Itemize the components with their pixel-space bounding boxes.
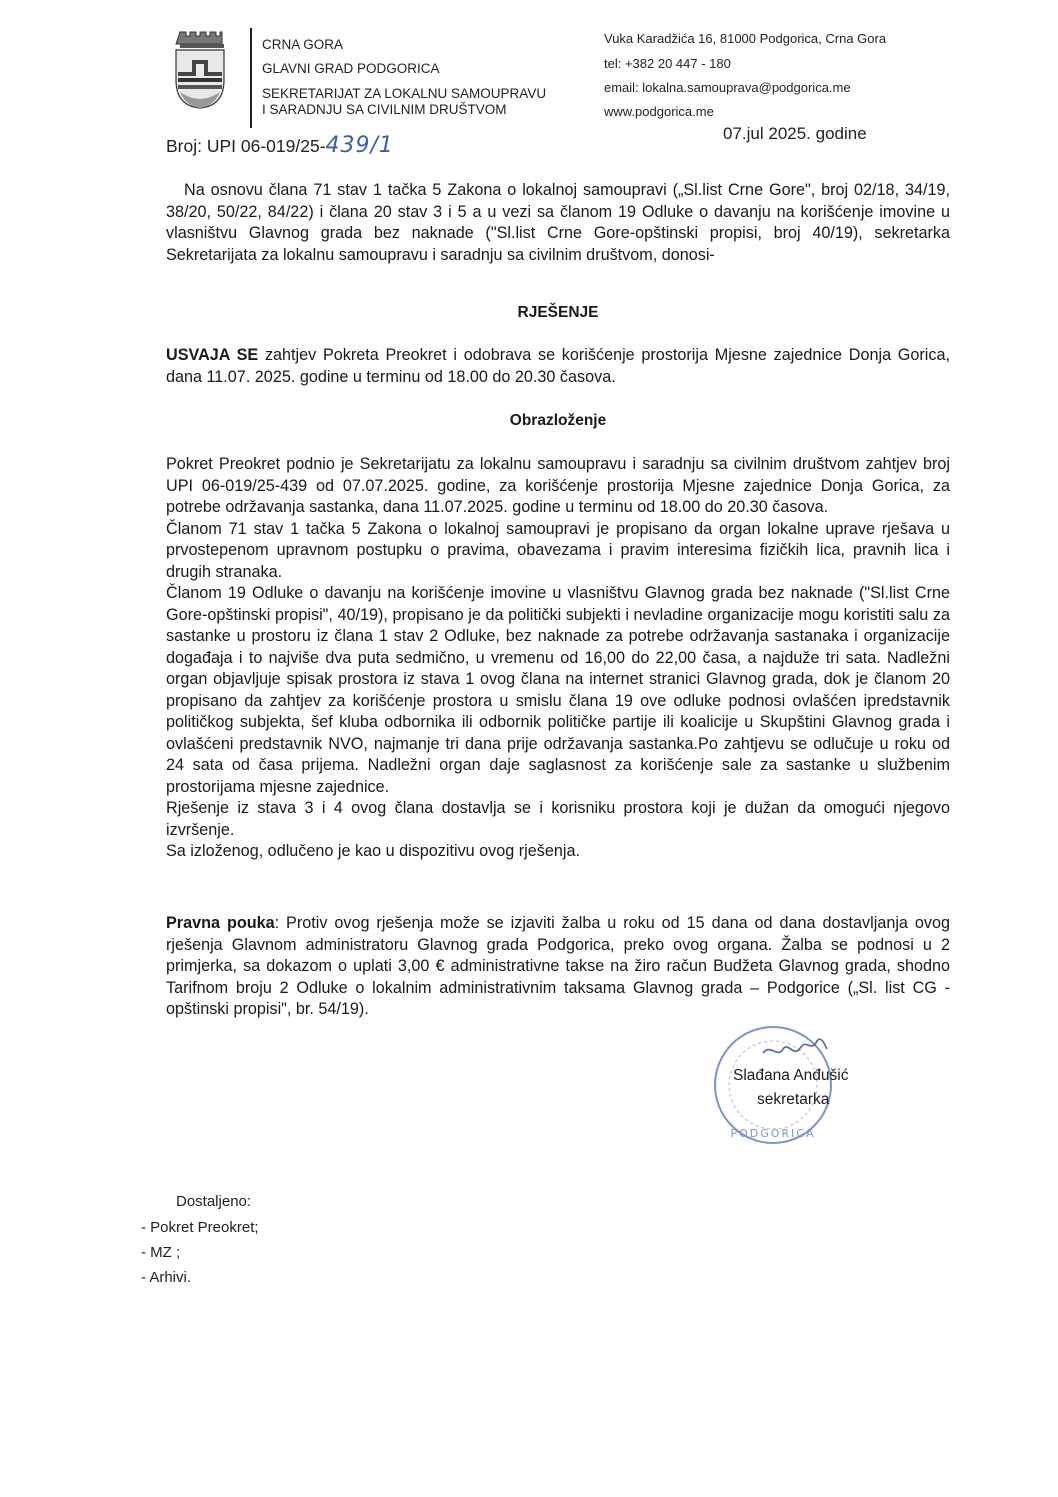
- reasoning-title: Obrazloženje: [509, 412, 607, 429]
- contact-email: email: lokalna.samouprava@podgorica.me: [604, 80, 851, 95]
- distribution-item: - MZ ;: [141, 1244, 181, 1261]
- distribution-item: - Pokret Preokret;: [141, 1219, 259, 1236]
- contact-address: Vuka Karadžića 16, 81000 Podgorica, Crna Gora: [604, 31, 887, 46]
- org-secretariat-2: I SARADNJU SA CIVILNIM DRUŠTVOM: [262, 102, 507, 117]
- contact-tel: tel: +382 20 447 - 180: [604, 56, 731, 71]
- reasoning-paragraph: Sa izloženog, odlučeno je kao u dispozitivu ovog rješenja.: [166, 842, 580, 860]
- org-city: GLAVNI GRAD PODGORICA: [262, 61, 440, 76]
- decision-paragraph: [166, 345, 950, 388]
- org-country: CRNA GORA: [262, 37, 344, 52]
- legal-notice-text: : Protiv ovog rješenja može se izjaviti žalba u roku od 15 dana od dana dostavljanja ovog rješenja Glavnom administratoru Glavnog grada Podgorica, preko ovog organa. Žalba se podnosi u 2 primjerka, sa dokazom o uplati 3,00 € administrativne takse na žiro račun Budžeta Glavnog grada, shodno Tarifnom broju 2 Odluke o lokalnim administrativnim taksama Glavnog grada – Podgorice („Sl. list CG - opštinski propisi", br. 54/19).: [166, 914, 950, 1018]
- intro-paragraph: Na osnovu člana 71 stav 1 tačka 5 Zakona o lokalnoj samoupravi („Sl.list Crne Gore", broj 02/18, 34/19, 38/20, 50/22, 84/22) i člana 20 stav 3 i 5 a u vezi sa članom 19 Odluke o davanju na korišćenje imovine u vlasništvu Glavnog grada bez naknade ("Sl.list Crne Gore-opštinski propisi, broj 40/19), sekretarka Sekretarijata za lokalnu samoupravu i saradnju sa civilnim društvom, donosi-: [166, 181, 950, 264]
- reasoning-paragraph: Pokret Preokret podnio je Sekretarijatu za lokalnu samoupravu i saradnju sa civilnim društvom zahtjev broj UPI 06-019/25-439 od 07.07.2025. godine, za korišćenje prostorija Mjesne zajednice Donja Gorica, za potrebe održavanja sastanka, dana 11.07.2025. godine u terminu od 18.00 do 20.30 časova.: [166, 455, 950, 516]
- org-secretariat: SEKRETARIJAT ZA LOKALNU SAMOUPRAVU: [262, 86, 547, 101]
- contact-web: www.podgorica.me: [604, 104, 714, 119]
- legal-notice: [166, 913, 950, 1021]
- decision-text: zahtjev Pokreta Preokret i odobrava se korišćenje prostorija Mjesne zajednice Donja Gorica, dana 11.07. 2025. godine u terminu od 18.00 do 20.30 časova.: [166, 346, 950, 386]
- distribution-item: - Arhivi.: [141, 1269, 192, 1286]
- coat-of-arms-logo: [172, 30, 228, 110]
- reasoning-paragraph: Članom 19 Odluke o davanju na korišćenje imovine u vlasništvu Glavnog grada bez naknade ("Sl.list Crne Gore-opštinski propisi", 40/19), propisano je da politički subjekti i nevladine organizacije mogu koristiti salu za sastanke u prostoru iz člana 1 stav 2 Odluke, bez naknade za potrebe održavanja sastanaka i organizacije događaja i to najviše dva puta sedmično, u vremenu od 16,00 do 22,00 časa, a najduže tri sata. Nadležni organ objavljuje spisak prostora iz stava 1 ovog člana na internet stranici Glavnog grada, dok je članom 20 propisano da zahtjev za korišćenje prostora u smislu člana 19 ove odluke podnosi ovlašćen ipredstavnik političkog subjekta, šef kluba odbornika ili odbornik političke partije ili koalicije u Skupštini Glavnog grada i ovlašćeni predstavnik NVO, najmanje tri dana prije održavanja sastanka.Po zahtjevu se odlučuje u roku od 24 sata od časa prijema. Nadležni organ daje saglasnost za korišćenje sale za sastanke u službenim prostorijama mjesne zajednice.: [166, 584, 950, 796]
- stamp-text: PODGORICA: [730, 1127, 816, 1140]
- official-stamp: [703, 1025, 855, 1153]
- header-divider: [250, 28, 252, 128]
- document-date: 07.jul 2025. godine: [723, 124, 867, 143]
- distribution-label: Dostaljeno:: [176, 1193, 252, 1210]
- handwritten-number: 439/1: [325, 133, 394, 158]
- signatory-name: Slađana Anđušić: [733, 1067, 849, 1084]
- decision-lead: USVAJA SE: [166, 346, 259, 364]
- signatory-role: sekretarka: [757, 1091, 830, 1108]
- reference-number-label: Broj: UPI 06-019/25-: [166, 136, 326, 156]
- reasoning-paragraph: Rješenje iz stava 3 i 4 ovog člana dostavlja se i korisniku prostora koji je dužan da omogući njegovo izvršenje.: [166, 799, 950, 839]
- document-title: RJEŠENJE: [517, 304, 599, 321]
- reasoning-paragraph: Članom 71 stav 1 tačka 5 Zakona o lokalnoj samoupravi je propisano da organ lokalne uprave rješava u prvostepenom upravnom postupku o pravima, obavezama i pravim interesima fizičkih lica, pravnih lica i drugih stranaka.: [166, 519, 950, 581]
- reasoning-section: [166, 454, 950, 863]
- legal-notice-lead: Pravna pouka: [166, 914, 275, 932]
- reference-number: [166, 133, 394, 158]
